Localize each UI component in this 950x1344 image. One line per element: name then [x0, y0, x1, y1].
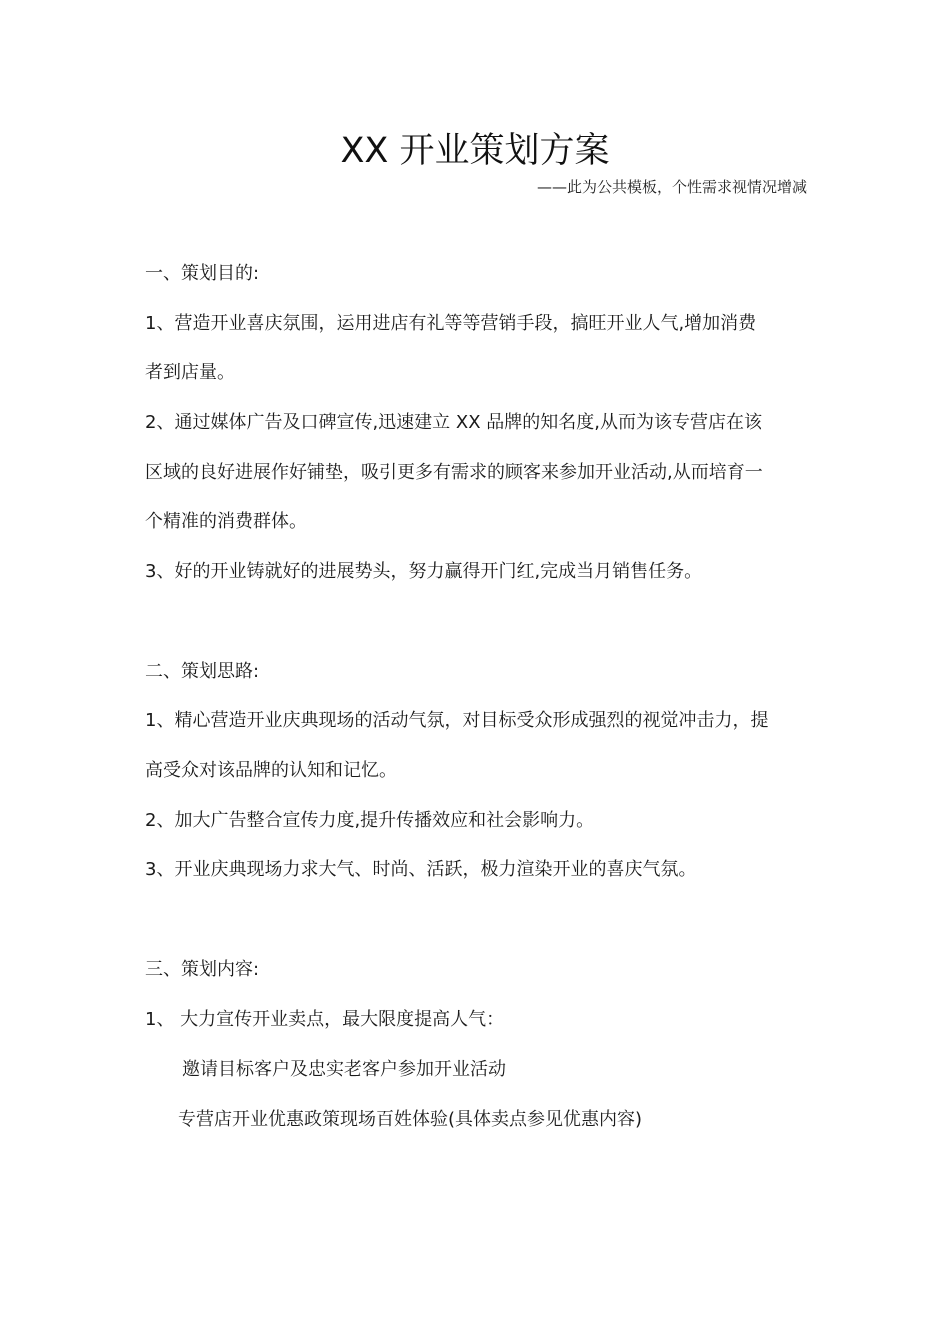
paragraph-line: 1、营造开业喜庆氛围，运用进店有礼等等营销手段，搞旺开业人气,增加消费 [145, 313, 757, 334]
document-subtitle: ——此为公共模板，个性需求视情况增减 [536, 178, 807, 196]
paragraph-line: 1、精心营造开业庆典现场的活动气氛，对目标受众形成强烈的视觉冲击力，提 [145, 710, 769, 731]
paragraph-line: 2、加大广告整合宣传力度,提升传播效应和社会影响力。 [145, 810, 595, 831]
section-heading-content: 三、策划内容: [145, 959, 260, 980]
section-heading-purpose: 一、策划目的: [145, 263, 260, 284]
paragraph-line: 高受众对该品牌的认知和记忆。 [145, 760, 397, 781]
paragraph-line: 邀请目标客户及忠实老客户参加开业活动 [182, 1059, 506, 1080]
paragraph-line: 区域的良好进展作好铺垫，吸引更多有需求的顾客来参加开业活动,从而培育一 [145, 462, 763, 483]
paragraph-line: 3、好的开业铸就好的进展势头，努力赢得开门红,完成当月销售任务。 [145, 561, 703, 582]
paragraph-line: 者到店量。 [145, 362, 235, 383]
paragraph-line: 2、通过媒体广告及口碑宣传,迅速建立 XX 品牌的知名度,从而为该专营店在该 [145, 412, 762, 433]
paragraph-line: 3、开业庆典现场力求大气、时尚、活跃，极力渲染开业的喜庆气氛。 [145, 859, 697, 880]
document-title: XX 开业策划方案 [340, 131, 610, 171]
paragraph-line: 专营店开业优惠政策现场百姓体验(具体卖点参见优惠内容) [178, 1109, 643, 1130]
paragraph-line: 1、 大力宣传开业卖点，最大限度提高人气： [145, 1009, 505, 1030]
paragraph-line: 个精准的消费群体。 [145, 511, 307, 532]
section-heading-approach: 二、策划思路: [145, 661, 260, 682]
